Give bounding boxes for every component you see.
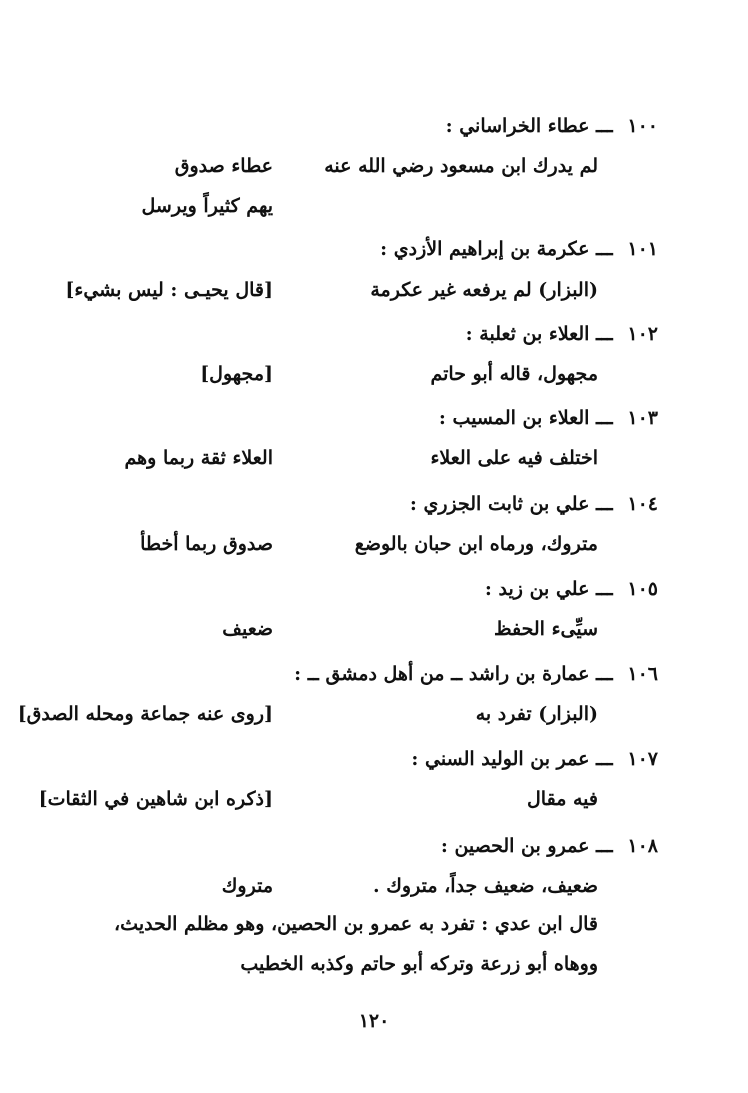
entry-text: سيِّىء الحفظ — [493, 618, 598, 640]
page-number: ١٢٠ — [358, 1010, 390, 1032]
entry-name: عمارة بن راشد ــ من أهل دمشق ــ : — [294, 663, 590, 685]
entry-title — [411, 745, 658, 773]
entry-dash: ـــ — [596, 238, 613, 260]
entry-text: ووهاه أبو زرعة وتركه أبو حاتم وكذبه الخطيب — [240, 953, 598, 975]
entry-number: ١٠١ — [627, 238, 658, 260]
entry-dash: ـــ — [596, 407, 613, 429]
entry-dash: ـــ — [596, 835, 613, 857]
entry-dash: ـــ — [596, 323, 613, 345]
entry-text: (البزار) تفرد به — [475, 703, 598, 725]
entry-name: عمرو بن الحصين : — [440, 835, 590, 857]
entry-title — [446, 112, 658, 140]
entry-title — [410, 490, 658, 518]
entry-name: العلاء بن ثعلبة : — [465, 323, 590, 345]
entry-number: ١٠٣ — [627, 407, 658, 429]
entry-number: ١٠٨ — [627, 835, 658, 857]
entry-verdict: [قال يحيـى : ليس بشيء] — [65, 279, 273, 301]
entry-text: قال ابن عدي : تفرد به عمرو بن الحصين، وهو مظلم الحديث، — [114, 913, 598, 935]
entry-title — [380, 235, 658, 263]
entry-dash: ـــ — [596, 115, 613, 137]
entry-dash: ـــ — [596, 578, 613, 600]
entry-name: عطاء الخراساني : — [445, 115, 590, 137]
entry-verdict: متروك — [221, 875, 273, 897]
entry-verdict: يهم كثيراً ويرسل — [141, 195, 273, 217]
entry-text: لم يدرك ابن مسعود رضي الله عنه — [324, 155, 598, 177]
entry-text: مجهول، قاله أبو حاتم — [430, 363, 598, 385]
entry-number: ١٠٠ — [627, 115, 658, 137]
entry-dash: ـــ — [596, 493, 613, 515]
entry-number: ١٠٢ — [627, 323, 658, 345]
entry-text: ضعيف، ضعيف جداً، متروك . — [373, 875, 598, 897]
entry-number: ١٠٧ — [627, 748, 658, 770]
entry-text: (البزار) لم يرفعه غير عكرمة — [370, 279, 598, 301]
entry-dash: ـــ — [596, 748, 613, 770]
entry-verdict: صدوق ربما أخطأ — [140, 533, 273, 555]
entry-verdict: العلاء ثقة ربما وهم — [124, 447, 273, 469]
entry-dash: ـــ — [596, 663, 613, 685]
entry-title — [294, 660, 658, 688]
entry-name: علي بن زيد : — [484, 578, 590, 600]
entry-text: متروك، ورماه ابن حبان بالوضع — [354, 533, 598, 555]
entry-verdict: ضعيف — [222, 618, 273, 640]
entry-name: العلاء بن المسيب : — [438, 407, 590, 429]
entry-title — [441, 832, 658, 860]
entry-title — [466, 320, 658, 348]
entry-text: فيه مقال — [527, 788, 598, 810]
entry-title — [439, 404, 658, 432]
entry-name: عمر بن الوليد السني : — [411, 748, 590, 770]
entry-name: علي بن ثابت الجزري : — [409, 493, 590, 515]
entry-number: ١٠٥ — [627, 578, 658, 600]
entry-name: عكرمة بن إبراهيم الأزدي : — [380, 238, 590, 260]
entry-title — [485, 575, 658, 603]
entry-verdict: عطاء صدوق — [174, 155, 273, 177]
entry-verdict: [مجهول] — [200, 363, 273, 385]
entry-number: ١٠٤ — [627, 493, 658, 515]
entry-verdict: [ذكره ابن شاهين في الثقات] — [38, 788, 273, 810]
entry-verdict: [روى عنه جماعة ومحله الصدق] — [17, 703, 273, 725]
entry-number: ١٠٦ — [627, 663, 658, 685]
entry-text: اختلف فيه على العلاء — [430, 447, 598, 469]
